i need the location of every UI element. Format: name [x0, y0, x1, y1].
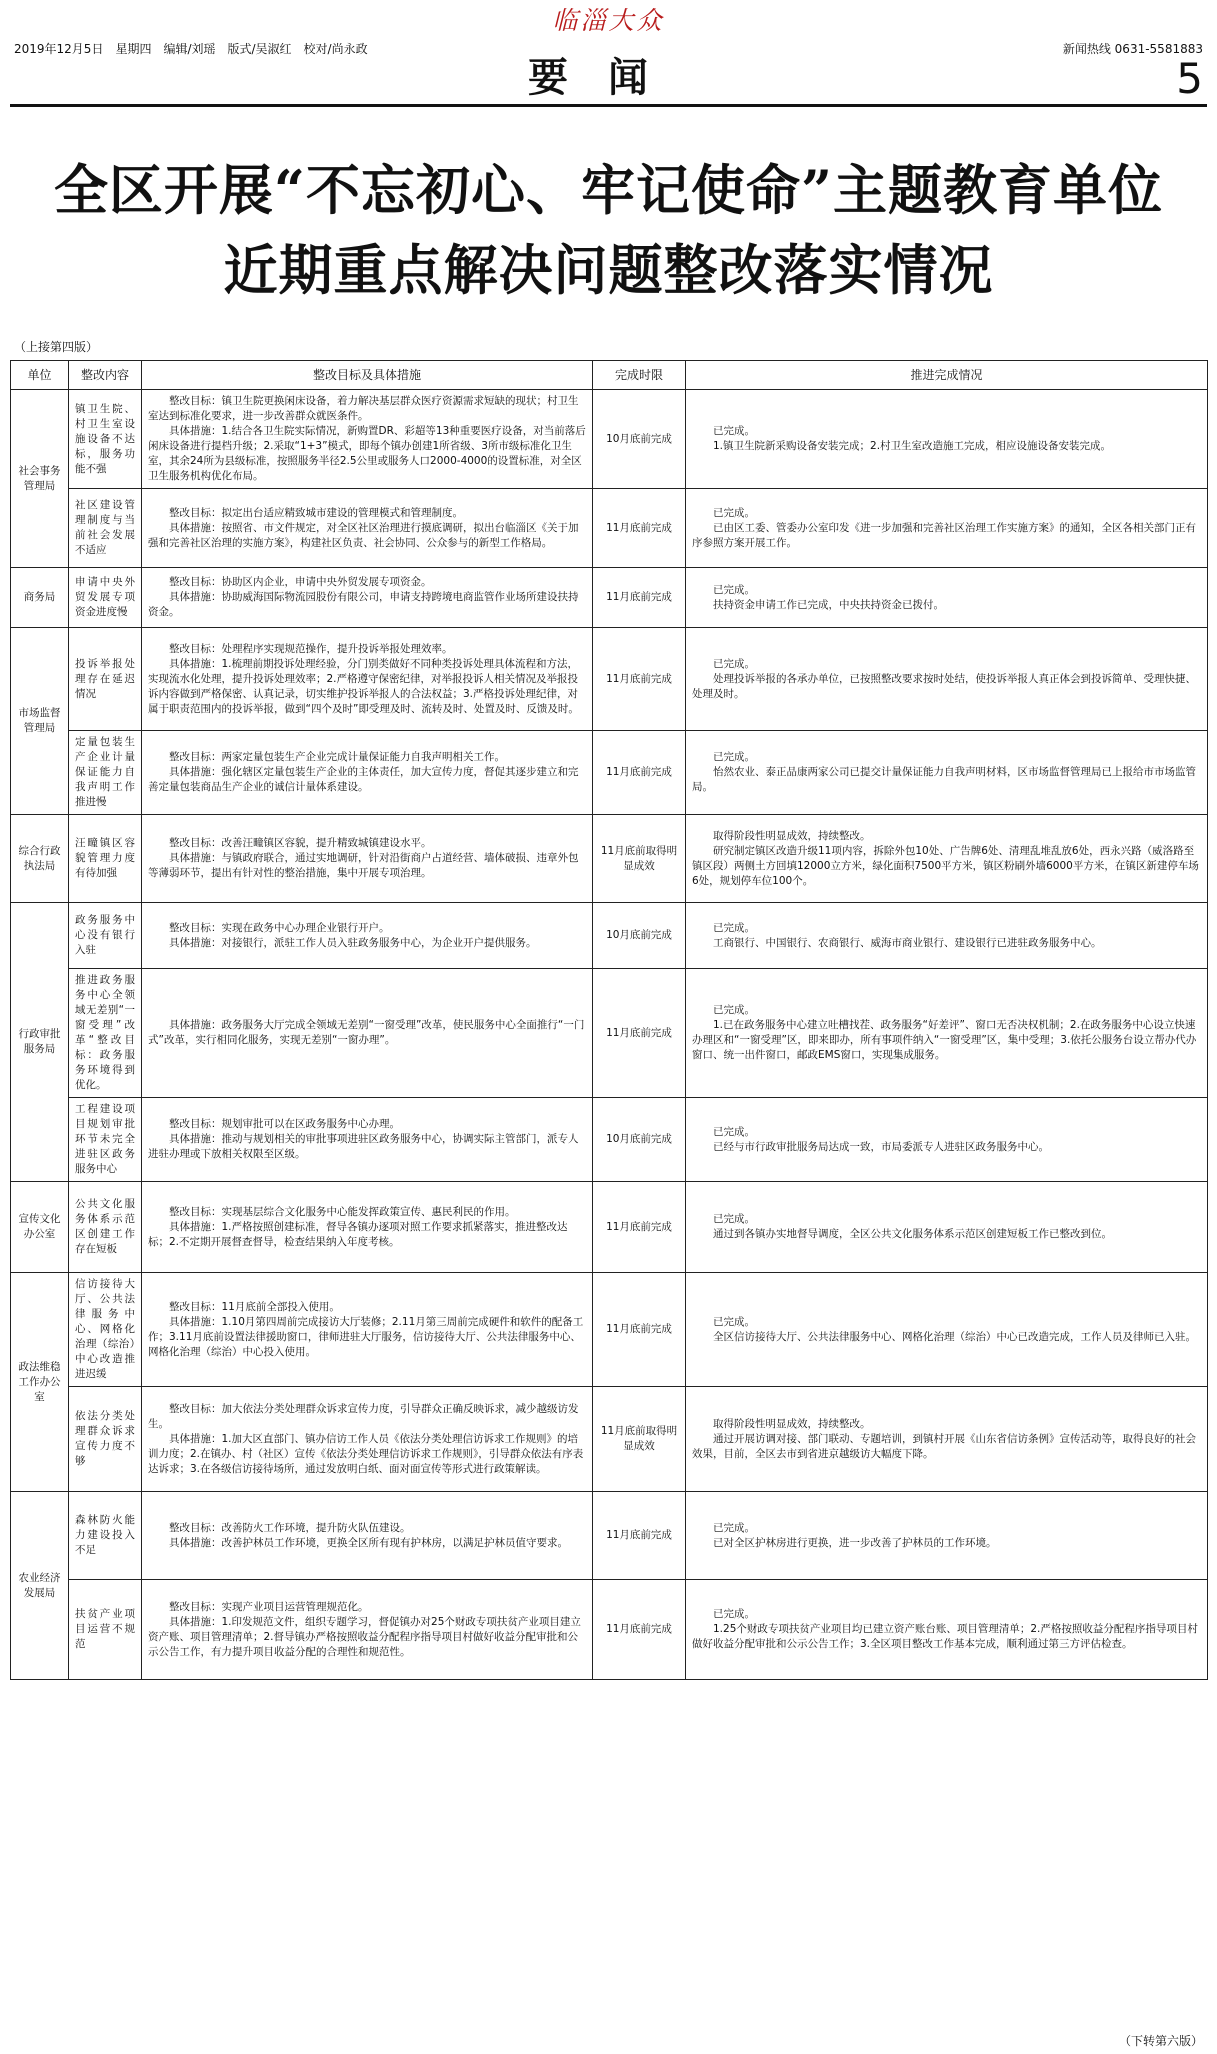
goal-paragraph: 具体措施：1.10月第四周前完成接访大厅装修；2.11月第三周前完成硬件和软件的配备工作；3.11月底前设置法律援助窗口，律师进驻大厅服务，信访接待大厅、公共法律服务中心、网格化治理（综治）中心投入使用。 — [148, 1315, 584, 1358]
progress-paragraph: 已完成。 — [713, 1608, 755, 1620]
progress-paragraph: 怡然农业、泰正品康两家公司已提交计量保证能力自我声明材料，区市场监督管理局已上报给市市场监管局。 — [692, 766, 1196, 793]
issue-cell: 政务服务中心没有银行入驻 — [69, 903, 142, 969]
progress-paragraph: 通过开展访调对接、部门联动、专题培训，到镇村开展《山东省信访条例》宣传活动等，取得良好的社会效果，目前，全区去市到省进京越级访大幅度下降。 — [692, 1432, 1196, 1460]
header-issue: 整改内容 — [69, 361, 142, 390]
table-row — [11, 731, 1208, 815]
issue-cell: 信访接待大厅、公共法律服务中心、网格化治理（综治）中心改造推进迟缓 — [69, 1273, 142, 1387]
issue-cell: 申请中央外贸发展专项资金进度慢 — [69, 568, 142, 628]
goal-cell — [142, 489, 593, 568]
goal-cell — [142, 903, 593, 969]
section-title: 要闻 — [528, 54, 688, 101]
goal-paragraph: 整改目标：规划审批可以在区政务服务中心办理。 — [169, 1118, 400, 1130]
issue-info: 2019年12月5日 星期四 编辑/刘瑶 版式/吴淑红 校对/尚永政 — [14, 42, 368, 56]
deadline-cell: 10月底前完成 — [593, 390, 686, 489]
goal-paragraph: 具体措施：1.印发规范文件，组织专题学习，督促镇办对25个财政专项扶贫产业项目建立资产账、项目管理清单；2.督导镇办严格按照收益分配程序指导项目村做好收益分配审批和公示公告工作，有力提升项目收益分配的合理性和规范性。 — [148, 1615, 581, 1658]
progress-cell — [686, 731, 1208, 815]
progress-cell — [686, 568, 1208, 628]
progress-cell — [686, 1580, 1208, 1680]
issue-cell: 推进政务服务中心全领域无差别“一窗受理”改革“整改目标：政务服务环境得到优化。 — [69, 969, 142, 1098]
deadline-cell: 11月底前取得明显成效 — [593, 1387, 686, 1492]
table-row — [11, 903, 1208, 969]
goal-paragraph: 整改目标：11月底前全部投入使用。 — [169, 1300, 340, 1313]
deadline-cell: 11月底前完成 — [593, 969, 686, 1098]
progress-paragraph: 取得阶段性明显成效，持续整改。 — [713, 1417, 871, 1430]
progress-cell — [686, 1098, 1208, 1182]
goal-paragraph: 整改目标：镇卫生院更换闲床设备，着力解决基层群众医疗资源需求短缺的现状；村卫生室达到标准化要求，进一步改善群众就医条件。 — [148, 395, 579, 422]
deadline-cell: 11月底前完成 — [593, 1492, 686, 1580]
continued-to: （下转第六版） — [1118, 2034, 1203, 2048]
goal-paragraph: 整改目标：拟定出台适应精致城市建设的管理模式和管理制度。 — [169, 506, 463, 519]
table-row — [11, 568, 1208, 628]
progress-paragraph: 已对全区护林房进行更换，进一步改善了护林员的工作环境。 — [713, 1536, 997, 1549]
deadline-cell: 11月底前完成 — [593, 1580, 686, 1680]
progress-paragraph: 通过到各镇办实地督导调度，全区公共文化服务体系示范区创建短板工作已整改到位。 — [713, 1228, 1112, 1240]
progress-paragraph: 已完成。 — [713, 1315, 755, 1328]
header-goal: 整改目标及具体措施 — [142, 361, 593, 390]
issue-cell: 依法分类处理群众诉求宣传力度不够 — [69, 1387, 142, 1492]
goal-paragraph: 具体措施：1.严格按照创建标准，督导各镇办逐项对照工作要求抓紧落实，推进整改达标；2.不定期开展督查督导，检查结果纳入年度考核。 — [148, 1220, 568, 1248]
table-row — [11, 1387, 1208, 1492]
goal-cell — [142, 390, 593, 489]
deadline-cell: 11月底前完成 — [593, 568, 686, 628]
progress-cell — [686, 1182, 1208, 1273]
progress-paragraph: 取得阶段性明显成效，持续整改。 — [713, 829, 871, 842]
deadline-cell: 11月底前完成 — [593, 1182, 686, 1273]
goal-paragraph: 整改目标：改善防火工作环境，提升防火队伍建设。 — [169, 1521, 411, 1534]
table-row — [11, 1273, 1208, 1387]
goal-paragraph: 具体措施：改善护林员工作环境，更换全区所有现有护林房，以满足护林员值守要求。 — [169, 1536, 568, 1549]
table-row — [11, 1182, 1208, 1273]
news-hotline: 新闻热线 0631-5581883 — [1062, 42, 1203, 56]
progress-paragraph: 已完成。 — [713, 1125, 755, 1138]
goal-paragraph: 具体措施：政务服务大厅完成全领域无差别“一窗受理”改革，使民服务中心全面推行“一门式”改革，实行相同化服务，实现无差别“一窗办理”。 — [148, 1019, 585, 1046]
table-header-row — [11, 361, 1208, 390]
table-row — [11, 489, 1208, 568]
deadline-cell: 11月底前完成 — [593, 489, 686, 568]
progress-cell — [686, 1273, 1208, 1387]
unit-cell: 政法维稳工作办公室 — [11, 1273, 69, 1492]
headline-line-2: 近期重点解决问题整改落实情况 — [223, 238, 994, 302]
progress-paragraph: 已完成。 — [713, 1521, 755, 1534]
progress-paragraph: 1.已在政务服务中心建立吐槽找茬、政务服务“好差评”、窗口无否决权机制；2.在政务服务中心设立快速办理区和“一窗受理”区，即来即办，所有事项件纳入“一窗受理”区，集中受理；3.依托公服务台设立帮办代办窗口、统一出件窗口，邮政EMS窗口，实现集成服务。 — [692, 1019, 1197, 1061]
goal-paragraph: 具体措施：强化辖区定量包装生产企业的主体责任，加大宣传力度，督促其逐步建立和完善定量包装商品生产企业的诚信计量体系建设。 — [148, 766, 579, 793]
issue-cell: 公共文化服务体系示范区创建工作存在短板 — [69, 1182, 142, 1273]
progress-paragraph: 处理投诉举报的各承办单位，已按照整改要求按时处结，使投诉举报人真正体会到投诉简单、受理快捷、处理及时。 — [692, 672, 1196, 700]
table-row — [11, 969, 1208, 1098]
goal-cell — [142, 1580, 593, 1680]
table-row — [11, 1492, 1208, 1580]
progress-paragraph: 已由区工委、管委办公室印发《进一步加强和完善社区治理工作实施方案》的通知，全区各相关部门正有序参照方案开展工作。 — [692, 521, 1196, 549]
goal-cell — [142, 731, 593, 815]
goal-paragraph: 具体措施：与镇政府联合，通过实地调研，针对沿街商户占道经营、墙体破损、违章外包等薄弱环节，提出有针对性的整治措施，集中开展专项治理。 — [148, 852, 579, 879]
progress-paragraph: 已完成。 — [713, 1004, 755, 1016]
issue-cell: 工程建设项目规划审批环节未完全进驻区政务服务中心 — [69, 1098, 142, 1182]
progress-paragraph: 已完成。 — [713, 1213, 755, 1225]
issue-cell: 扶贫产业项目运营不规范 — [69, 1580, 142, 1680]
table-row — [11, 1580, 1208, 1680]
goal-cell — [142, 568, 593, 628]
goal-cell — [142, 815, 593, 903]
header-deadline: 完成时限 — [593, 361, 686, 390]
progress-paragraph: 已完成。 — [713, 657, 755, 670]
progress-cell — [686, 489, 1208, 568]
progress-paragraph: 已经与市行政审批服务局达成一致，市局委派专人进驻区政务服务中心。 — [713, 1140, 1049, 1153]
goal-paragraph: 整改目标：改善汪疃镇区容貌，提升精致城镇建设水平。 — [169, 837, 432, 849]
progress-paragraph: 1.镇卫生院新采购设备安装完成；2.村卫生室改造施工完成，相应设施设备安装完成。 — [713, 440, 1112, 452]
progress-cell — [686, 390, 1208, 489]
deadline-cell: 11月底前完成 — [593, 628, 686, 731]
progress-paragraph: 扶持资金申请工作已完成，中央扶持资金已拨付。 — [713, 598, 944, 611]
progress-cell — [686, 903, 1208, 969]
table-row — [11, 390, 1208, 489]
goal-cell — [142, 969, 593, 1098]
progress-cell — [686, 1387, 1208, 1492]
header-unit: 单位 — [11, 361, 69, 390]
issue-cell: 汪疃镇区容貌管理力度有待加强 — [69, 815, 142, 903]
issue-cell: 投诉举报处理存在延迟情况 — [69, 628, 142, 731]
unit-cell: 宣传文化办公室 — [11, 1182, 69, 1273]
page-number: 5 — [1176, 54, 1203, 103]
progress-cell — [686, 969, 1208, 1098]
progress-cell — [686, 1492, 1208, 1580]
goal-paragraph: 整改目标：两家定量包装生产企业完成计量保证能力自我声明相关工作。 — [169, 751, 505, 763]
goal-paragraph: 具体措施：1.结合各卫生院实际情况，新购置DR、彩超等13种重要医疗设备，对当前落后闲床设备进行提档升级；2.采取“1+3”模式，即每个镇办创建1所省级、3所市级标准化卫生室，其余24所为县级标准，按照服务半径2.5公里或服务人口2000-4000的设置标准，对全区卫生服务机构优化布局。 — [148, 425, 586, 482]
goal-paragraph: 具体措施：推动与规划相关的审批事项进驻区政务服务中心，协调实际主管部门，派专人进驻办理或下放相关权限至区级。 — [148, 1133, 579, 1160]
unit-cell: 行政审批服务局 — [11, 903, 69, 1182]
goal-paragraph: 整改目标：处理程序实现规范操作，提升投诉举报处理效率。 — [169, 642, 453, 655]
unit-cell: 综合行政执法局 — [11, 815, 69, 903]
goal-cell — [142, 628, 593, 731]
deadline-cell: 11月底前取得明显成效 — [593, 815, 686, 903]
progress-paragraph: 已完成。 — [713, 425, 755, 437]
goal-paragraph: 整改目标：加大依法分类处理群众诉求宣传力度，引导群众正确反映诉求，减少越级访发生。 — [148, 1402, 579, 1430]
goal-cell — [142, 1182, 593, 1273]
unit-cell: 社会事务管理局 — [11, 390, 69, 568]
table-row — [11, 628, 1208, 731]
goal-paragraph: 整改目标：协助区内企业，申请中央外贸发展专项资金。 — [169, 576, 432, 588]
deadline-cell: 11月底前完成 — [593, 731, 686, 815]
goal-cell — [142, 1273, 593, 1387]
progress-cell — [686, 815, 1208, 903]
progress-paragraph: 全区信访接待大厅、公共法律服务中心、网格化治理（综治）中心已改造完成，工作人员及律师已入驻。 — [713, 1330, 1196, 1343]
goal-paragraph: 整改目标：实现在政务中心办理企业银行开户。 — [169, 921, 390, 934]
header-rule — [10, 104, 1207, 107]
unit-cell: 商务局 — [11, 568, 69, 628]
deadline-cell: 10月底前完成 — [593, 1098, 686, 1182]
headline-line-1: 全区开展“不忘初心、牢记使命”主题教育单位 — [53, 158, 1164, 222]
progress-paragraph: 1.25个财政专项扶贫产业项目均已建立资产账台账、项目管理清单；2.严格按照收益分配程序指导项目村做好收益分配审批和公示公告工作；3.全区项目整改工作基本完成，顺利通过第三方评估检查。 — [692, 1623, 1198, 1650]
deadline-cell: 10月底前完成 — [593, 903, 686, 969]
issue-cell: 定量包装生产企业计量保证能力自我声明工作推进慢 — [69, 731, 142, 815]
goal-paragraph: 具体措施：1.梳理前期投诉处理经验，分门别类做好不同种类投诉处理具体流程和方法，实现流水化处理，提升投诉处理效率；2.严格遵守保密纪律，对举报投诉人相关情况及举报投诉内容做到严格保密、认真记录，切实维护投诉举报人的合法权益；3.严格投诉处理纪律，对属于职责范围内的投诉举报，做到“四个及时”即受理及时、流转及时、处置及时、反馈及时。 — [148, 657, 579, 715]
progress-paragraph: 研究制定镇区改造升级11项内容，拆除外包10处、广告牌6处、清理乱堆乱放6处，西永兴路（威洛路至镇区段）两侧土方回填12000立方米，绿化面积7500平方米，镇区粉刷外墙6000平方米，在镇区新建停车场6处，规划停车位100个。 — [692, 844, 1199, 887]
continued-from: （上接第四版） — [14, 340, 99, 354]
issue-cell: 社区建设管理制度与当前社会发展不适应 — [69, 489, 142, 568]
goal-paragraph: 具体措施：对接银行，派驻工作人员入驻政务服务中心，为企业开户提供服务。 — [169, 936, 537, 949]
progress-cell — [686, 628, 1208, 731]
progress-paragraph: 已完成。 — [713, 751, 755, 763]
unit-cell: 市场监督管理局 — [11, 628, 69, 815]
progress-paragraph: 已完成。 — [713, 506, 755, 519]
deadline-cell: 11月底前完成 — [593, 1273, 686, 1387]
goal-cell — [142, 1492, 593, 1580]
progress-paragraph: 已完成。 — [713, 583, 755, 596]
table-row — [11, 815, 1208, 903]
progress-paragraph: 已完成。 — [713, 921, 755, 934]
progress-paragraph: 工商银行、中国银行、农商银行、威海市商业银行、建设银行已进驻政务服务中心。 — [713, 936, 1102, 949]
issue-cell: 森林防火能力建设投入不足 — [69, 1492, 142, 1580]
goal-paragraph: 整改目标：实现基层综合文化服务中心能发挥政策宣传、惠民利民的作用。 — [169, 1205, 516, 1218]
goal-cell — [142, 1098, 593, 1182]
goal-cell — [142, 1387, 593, 1492]
goal-paragraph: 具体措施：按照省、市文件规定，对全区社区治理进行摸底调研，拟出台临淄区《关于加强和完善社区治理的实施方案》，构建社区负责、社会协同、公众参与的新型工作格局。 — [148, 521, 579, 549]
goal-paragraph: 整改目标：实现产业项目运营管理规范化。 — [169, 1600, 369, 1613]
rectification-table — [10, 360, 1208, 1680]
issue-cell: 镇卫生院、村卫生室设施设备不达标，服务功能不强 — [69, 390, 142, 489]
header-progress: 推进完成情况 — [686, 361, 1208, 390]
goal-paragraph: 具体措施：协助威海国际物流园股份有限公司，申请支持跨境电商监管作业场所建设扶持资金。 — [148, 591, 579, 618]
headline — [0, 150, 1217, 310]
goal-paragraph: 具体措施：1.加大区直部门、镇办信访工作人员《依法分类处理信访诉求工作规则》的培训力度；2.在镇办、村（社区）宣传《依法分类处理信访诉求工作规则》，引导群众依法有序表达诉求；3.在各级信访接待场所，通过发放明白纸、面对面宣传等形式进行政策解读。 — [148, 1432, 584, 1475]
newspaper-logo: 临淄大众 — [552, 6, 665, 35]
masthead — [0, 0, 1217, 103]
table-row — [11, 1098, 1208, 1182]
unit-cell: 农业经济发展局 — [11, 1492, 69, 1680]
